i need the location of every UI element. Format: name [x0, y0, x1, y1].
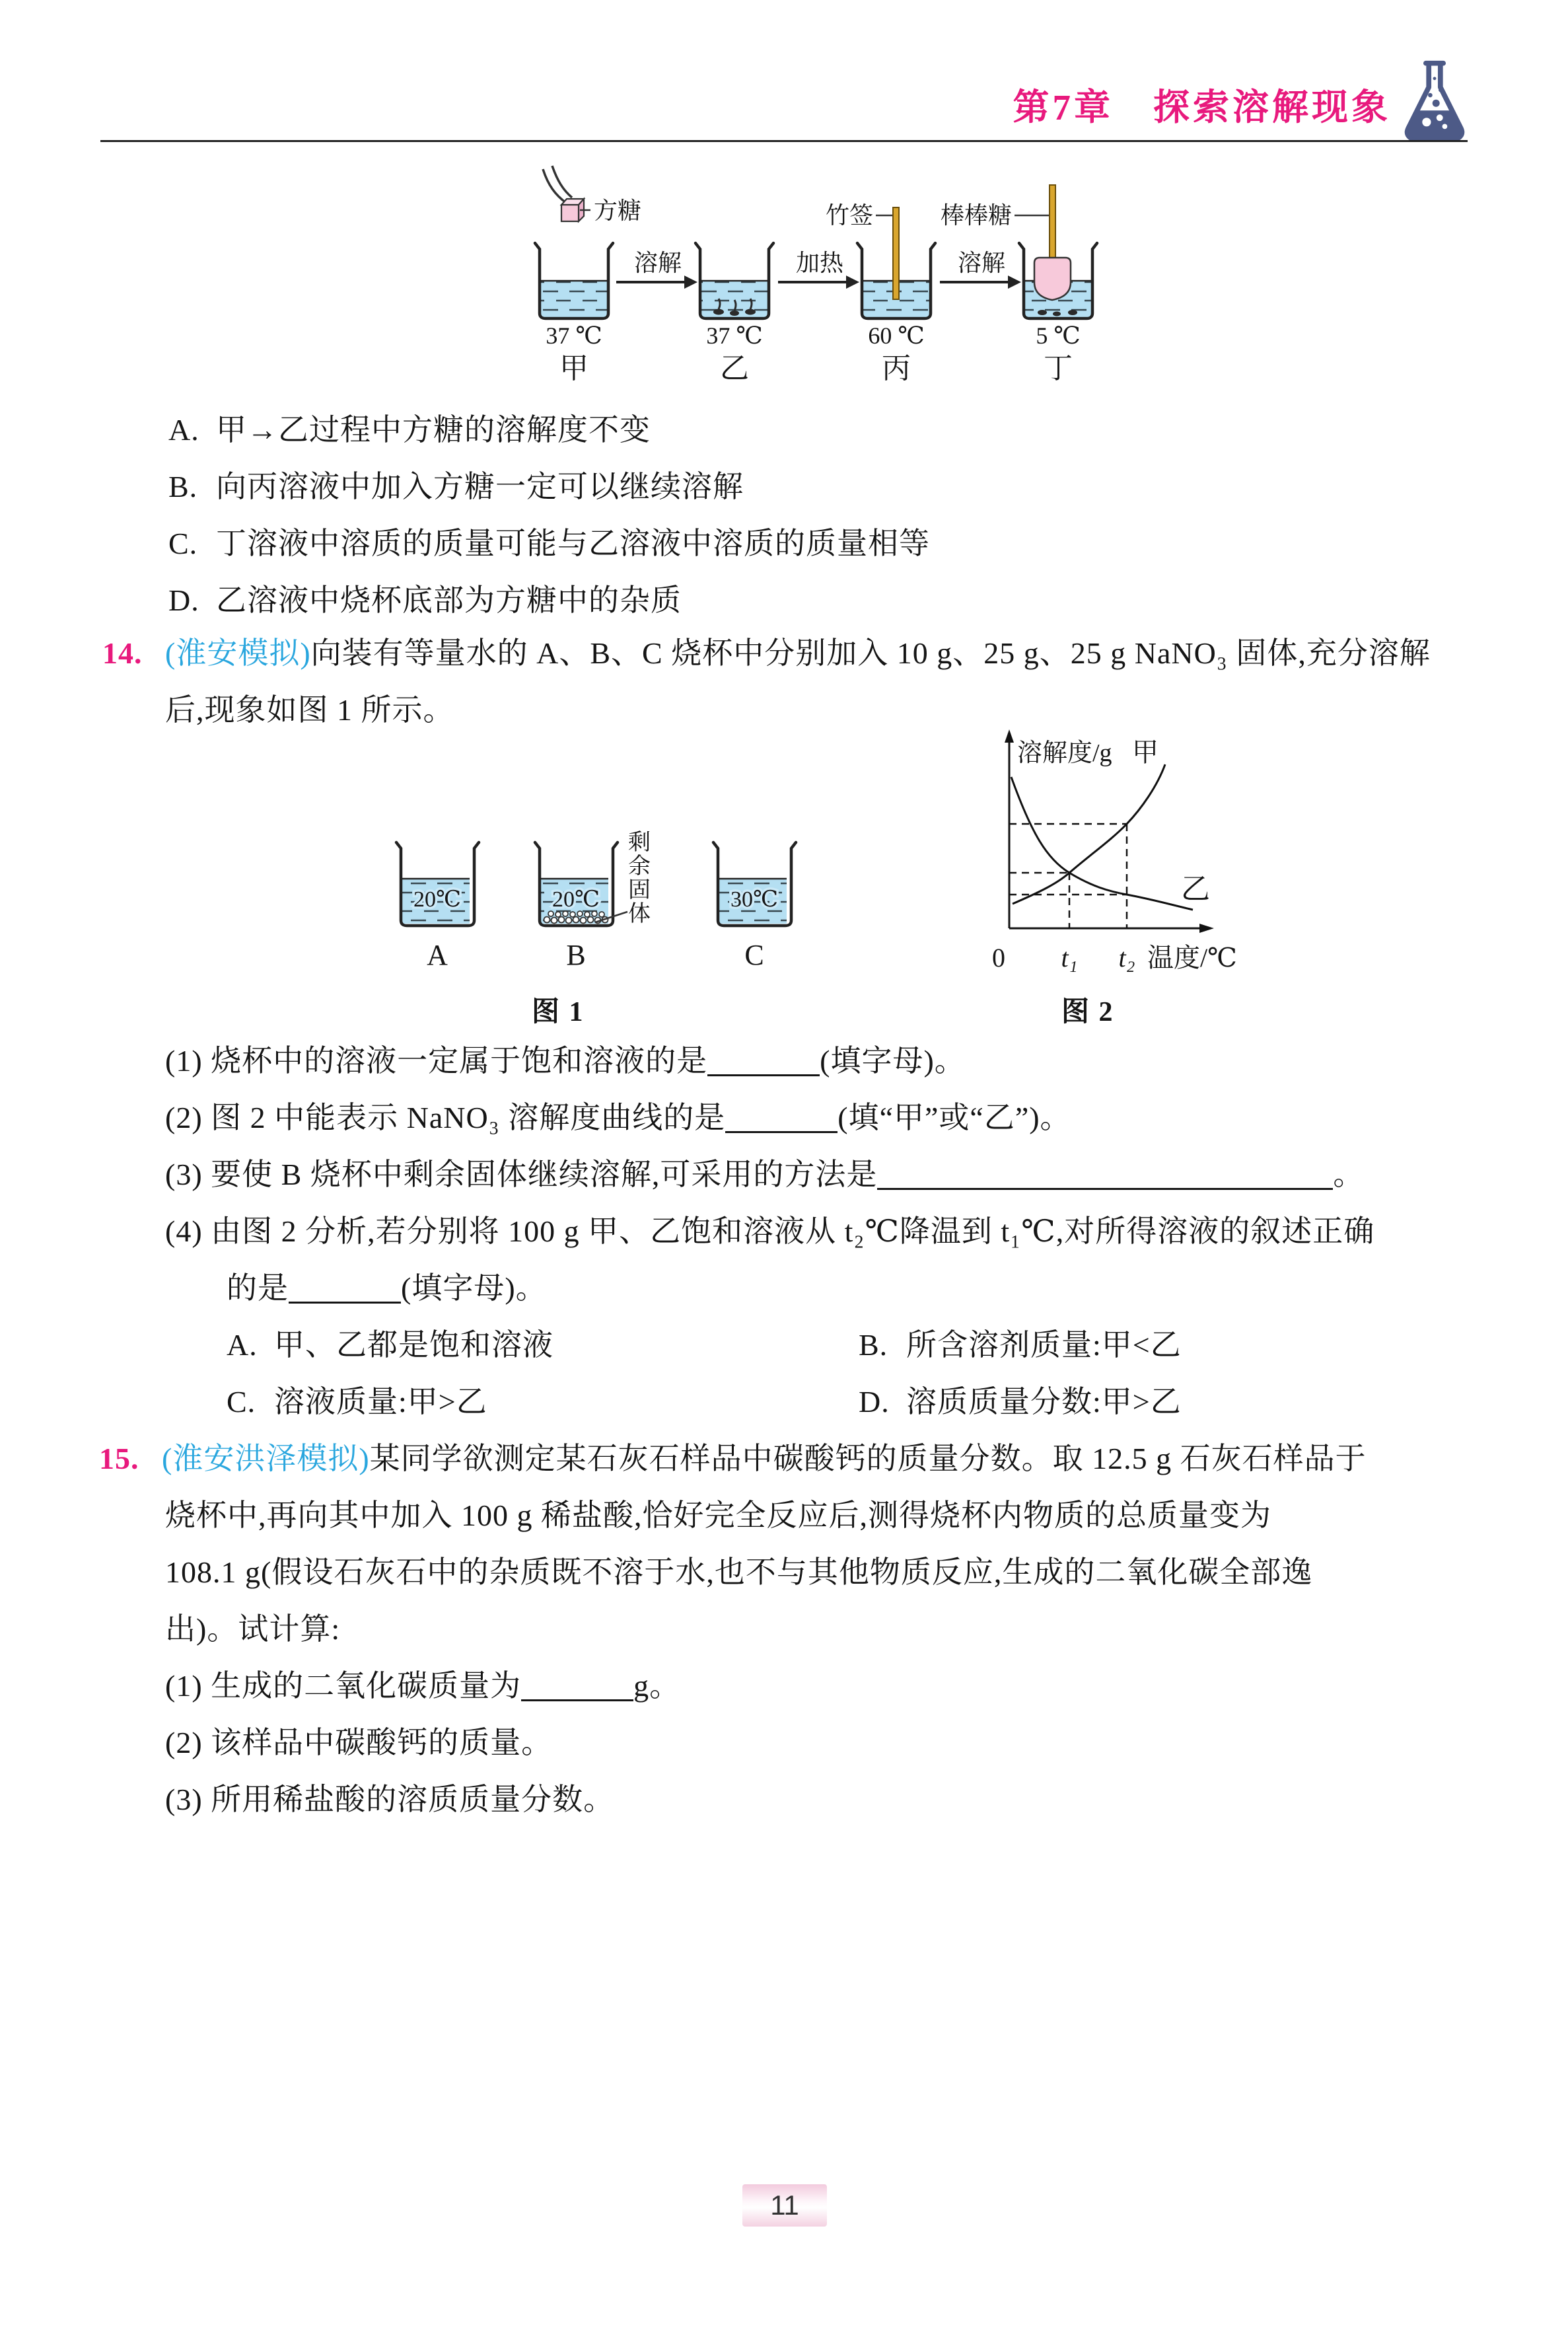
option-label: B.: [859, 1328, 888, 1362]
question-text: 某同学欲测定某石灰石样品中碳酸钙的质量分数。取 12.5 g 石灰石样品于: [369, 1442, 1367, 1475]
sub-question-text: (1) 烧杯中的溶液一定属于饱和溶液的是: [165, 1044, 708, 1078]
lollipop-stick-icon: [1050, 185, 1055, 266]
arrow2: [778, 276, 859, 289]
q15-line1: [99, 1438, 1367, 1479]
arrow3-label: 溶解: [957, 250, 1006, 276]
beaker-B: [535, 842, 618, 926]
beaker-yi-temp: 37 ℃: [706, 322, 763, 349]
svg-text:剩: 剩: [628, 830, 651, 855]
figure-1: [370, 819, 832, 975]
beaker-B-label: B: [566, 939, 586, 971]
tweezers-icon: [543, 166, 572, 203]
q14-sub4-option-a: [227, 1325, 553, 1366]
y-axis-label: 溶解度/g: [1017, 739, 1112, 767]
q14-sub4-option-b: [859, 1325, 1182, 1366]
arrow1-label: 溶解: [633, 250, 682, 276]
sub-question-text: (填字母)。: [401, 1271, 547, 1305]
curve-yi: [1011, 777, 1193, 910]
option-text: 甲、乙都是饱和溶液: [274, 1328, 553, 1362]
t2-tick: t₂: [1118, 943, 1135, 973]
option-a: [168, 410, 651, 451]
answer-blank: [289, 1279, 401, 1304]
x-axis-label: 温度/℃: [1147, 943, 1237, 973]
beaker-A-temp: 20℃: [413, 887, 462, 912]
figure-2-caption: 图 2: [1061, 997, 1114, 1027]
beaker-C-temp: 30℃: [730, 887, 779, 912]
option-label: D.: [168, 583, 199, 617]
option-label: D.: [859, 1385, 890, 1419]
sugar-label: 方糖: [594, 198, 642, 224]
option-label: C.: [227, 1385, 256, 1419]
flask-icon: [1402, 58, 1468, 145]
header-divider: [100, 140, 1468, 142]
beaker-B-temp: 20℃: [552, 887, 600, 912]
option-text: 乙溶液中烧杯底部为方糖中的杂质: [216, 583, 682, 617]
question-source: (淮安模拟): [165, 636, 311, 670]
page-number-badge: [742, 2184, 827, 2227]
experiment-figure: [515, 159, 1162, 390]
beaker-jia-temp: 37 ℃: [546, 322, 602, 349]
svg-text:体: 体: [628, 902, 651, 926]
sub-question-text: 的是: [227, 1271, 289, 1305]
figure-1-caption: 图 1: [532, 997, 585, 1027]
q14-sub1: [165, 1041, 966, 1082]
option-c: [168, 523, 930, 564]
q15-sub2: (2) 该样品中碳酸钙的质量。: [165, 1726, 553, 1759]
chapter-title: 第7章 探索溶解现象: [1013, 87, 1391, 128]
q15-line2: 烧杯中,再向其中加入 100 g 稀盐酸,恰好完全反应后,测得烧杯内物质的总质量变为: [165, 1498, 1271, 1532]
q15-line3: 108.1 g(假设石灰石中的杂质既不溶于水,也不与其他物质反应,生成的二氧化碳全部逸: [165, 1555, 1313, 1589]
question-text: 向装有等量水的 A、B、C 烧杯中分别加入 10 g、25 g、25 g NaNO₃ 固体,充分溶解: [310, 636, 1431, 670]
arrow1: [616, 276, 697, 289]
answer-blank: [877, 1165, 1333, 1190]
sub-question-text: g。: [633, 1669, 681, 1703]
beaker-A-label: A: [427, 939, 448, 971]
figure-2: [984, 717, 1314, 981]
t1-tick: t₁: [1061, 943, 1078, 973]
question-number: 15.: [99, 1442, 139, 1475]
beaker-yi-name: 乙: [720, 352, 749, 385]
q14-sub2: [165, 1097, 1071, 1138]
answer-blank: [725, 1109, 837, 1133]
page-number: 11: [770, 2190, 799, 2221]
axes: [1009, 739, 1203, 928]
water: [541, 281, 607, 317]
q15-line4: 出)。试计算:: [165, 1612, 341, 1646]
x-axis-arrow: [1199, 924, 1214, 933]
option-b: [168, 466, 744, 507]
lollipop-label: 棒棒糖: [940, 202, 1012, 229]
option-text: 所含溶剂质量:甲<乙: [906, 1328, 1182, 1362]
beaker-jia: [535, 243, 613, 318]
q15-sub1: [165, 1666, 680, 1707]
option-text: 丁溶液中溶质的质量可能与乙溶液中溶质的质量相等: [216, 527, 930, 560]
curve-jia-label: 甲: [1132, 737, 1158, 767]
option-label: A.: [227, 1328, 258, 1362]
lollipop-icon: [1034, 258, 1071, 300]
q14-sub4-line2: [227, 1268, 547, 1309]
beaker-jia-name: 甲: [559, 352, 588, 385]
beaker-C-label: C: [744, 939, 764, 971]
option-text: 溶液质量:甲>乙: [274, 1385, 487, 1419]
svg-text:余: 余: [628, 854, 651, 879]
option-text: 向丙溶液中加入方糖一定可以继续溶解: [216, 470, 744, 503]
sub-question-text: 。: [1333, 1158, 1365, 1191]
beaker-ding-temp: 5 ℃: [1036, 322, 1081, 349]
curve-yi-label: 乙: [1181, 873, 1210, 905]
sub-question-text: (3) 要使 B 烧杯中剩余固体继续溶解,可采用的方法是: [165, 1158, 878, 1191]
q14-sub4-line1: (4) 由图 2 分析,若分别将 100 g 甲、乙饱和溶液从 t₂℃降温到 t₁℃,对所得溶液的叙述正确: [165, 1214, 1375, 1248]
bamboo-stick-icon: [893, 207, 899, 299]
sub-question-text: (填字母)。: [820, 1044, 966, 1078]
option-label: B.: [168, 470, 198, 503]
beaker-yi: [695, 243, 773, 318]
sub-question-text: (1) 生成的二氧化碳质量为: [165, 1669, 522, 1703]
arrow3: [940, 276, 1021, 289]
y-axis-arrow: [1005, 729, 1014, 743]
question-source: (淮安洪泽模拟): [162, 1442, 370, 1475]
arrow2-label: 加热: [795, 250, 844, 276]
q14-sub4-option-d: [859, 1382, 1182, 1422]
option-label: A.: [168, 413, 199, 447]
answer-blank: [521, 1677, 633, 1701]
q14-line1: [102, 633, 1431, 674]
question-number: 14.: [102, 636, 143, 670]
option-text: 溶质质量分数:甲>乙: [906, 1385, 1182, 1419]
beaker-ding-name: 丁: [1044, 352, 1073, 385]
q14-line2: 后,现象如图 1 所示。: [165, 693, 454, 727]
sugar-cube-icon: [561, 199, 590, 221]
sub-question-text: (填“甲”或“乙”)。: [837, 1101, 1071, 1134]
q14-sub4-option-c: [227, 1382, 487, 1422]
beaker-C: [713, 842, 796, 926]
beaker-A: [396, 842, 479, 926]
q14-sub3: [165, 1154, 1364, 1195]
option-text: 甲→乙过程中方糖的溶解度不变: [216, 413, 651, 447]
residue-label: [628, 830, 651, 926]
origin-label: 0: [992, 943, 1005, 973]
beaker-bing-temp: 60 ℃: [868, 322, 925, 349]
stick-label: 竹签: [825, 202, 873, 229]
q15-sub3: (3) 所用稀盐酸的溶质质量分数。: [165, 1783, 615, 1816]
option-label: C.: [168, 527, 198, 560]
option-d: [168, 580, 682, 621]
answer-blank: [707, 1052, 820, 1076]
sub-question-text: (2) 图 2 中能表示 NaNO₃ 溶解度曲线的是: [165, 1101, 726, 1134]
beaker-bing-name: 丙: [882, 352, 911, 385]
svg-text:固: 固: [628, 878, 651, 903]
